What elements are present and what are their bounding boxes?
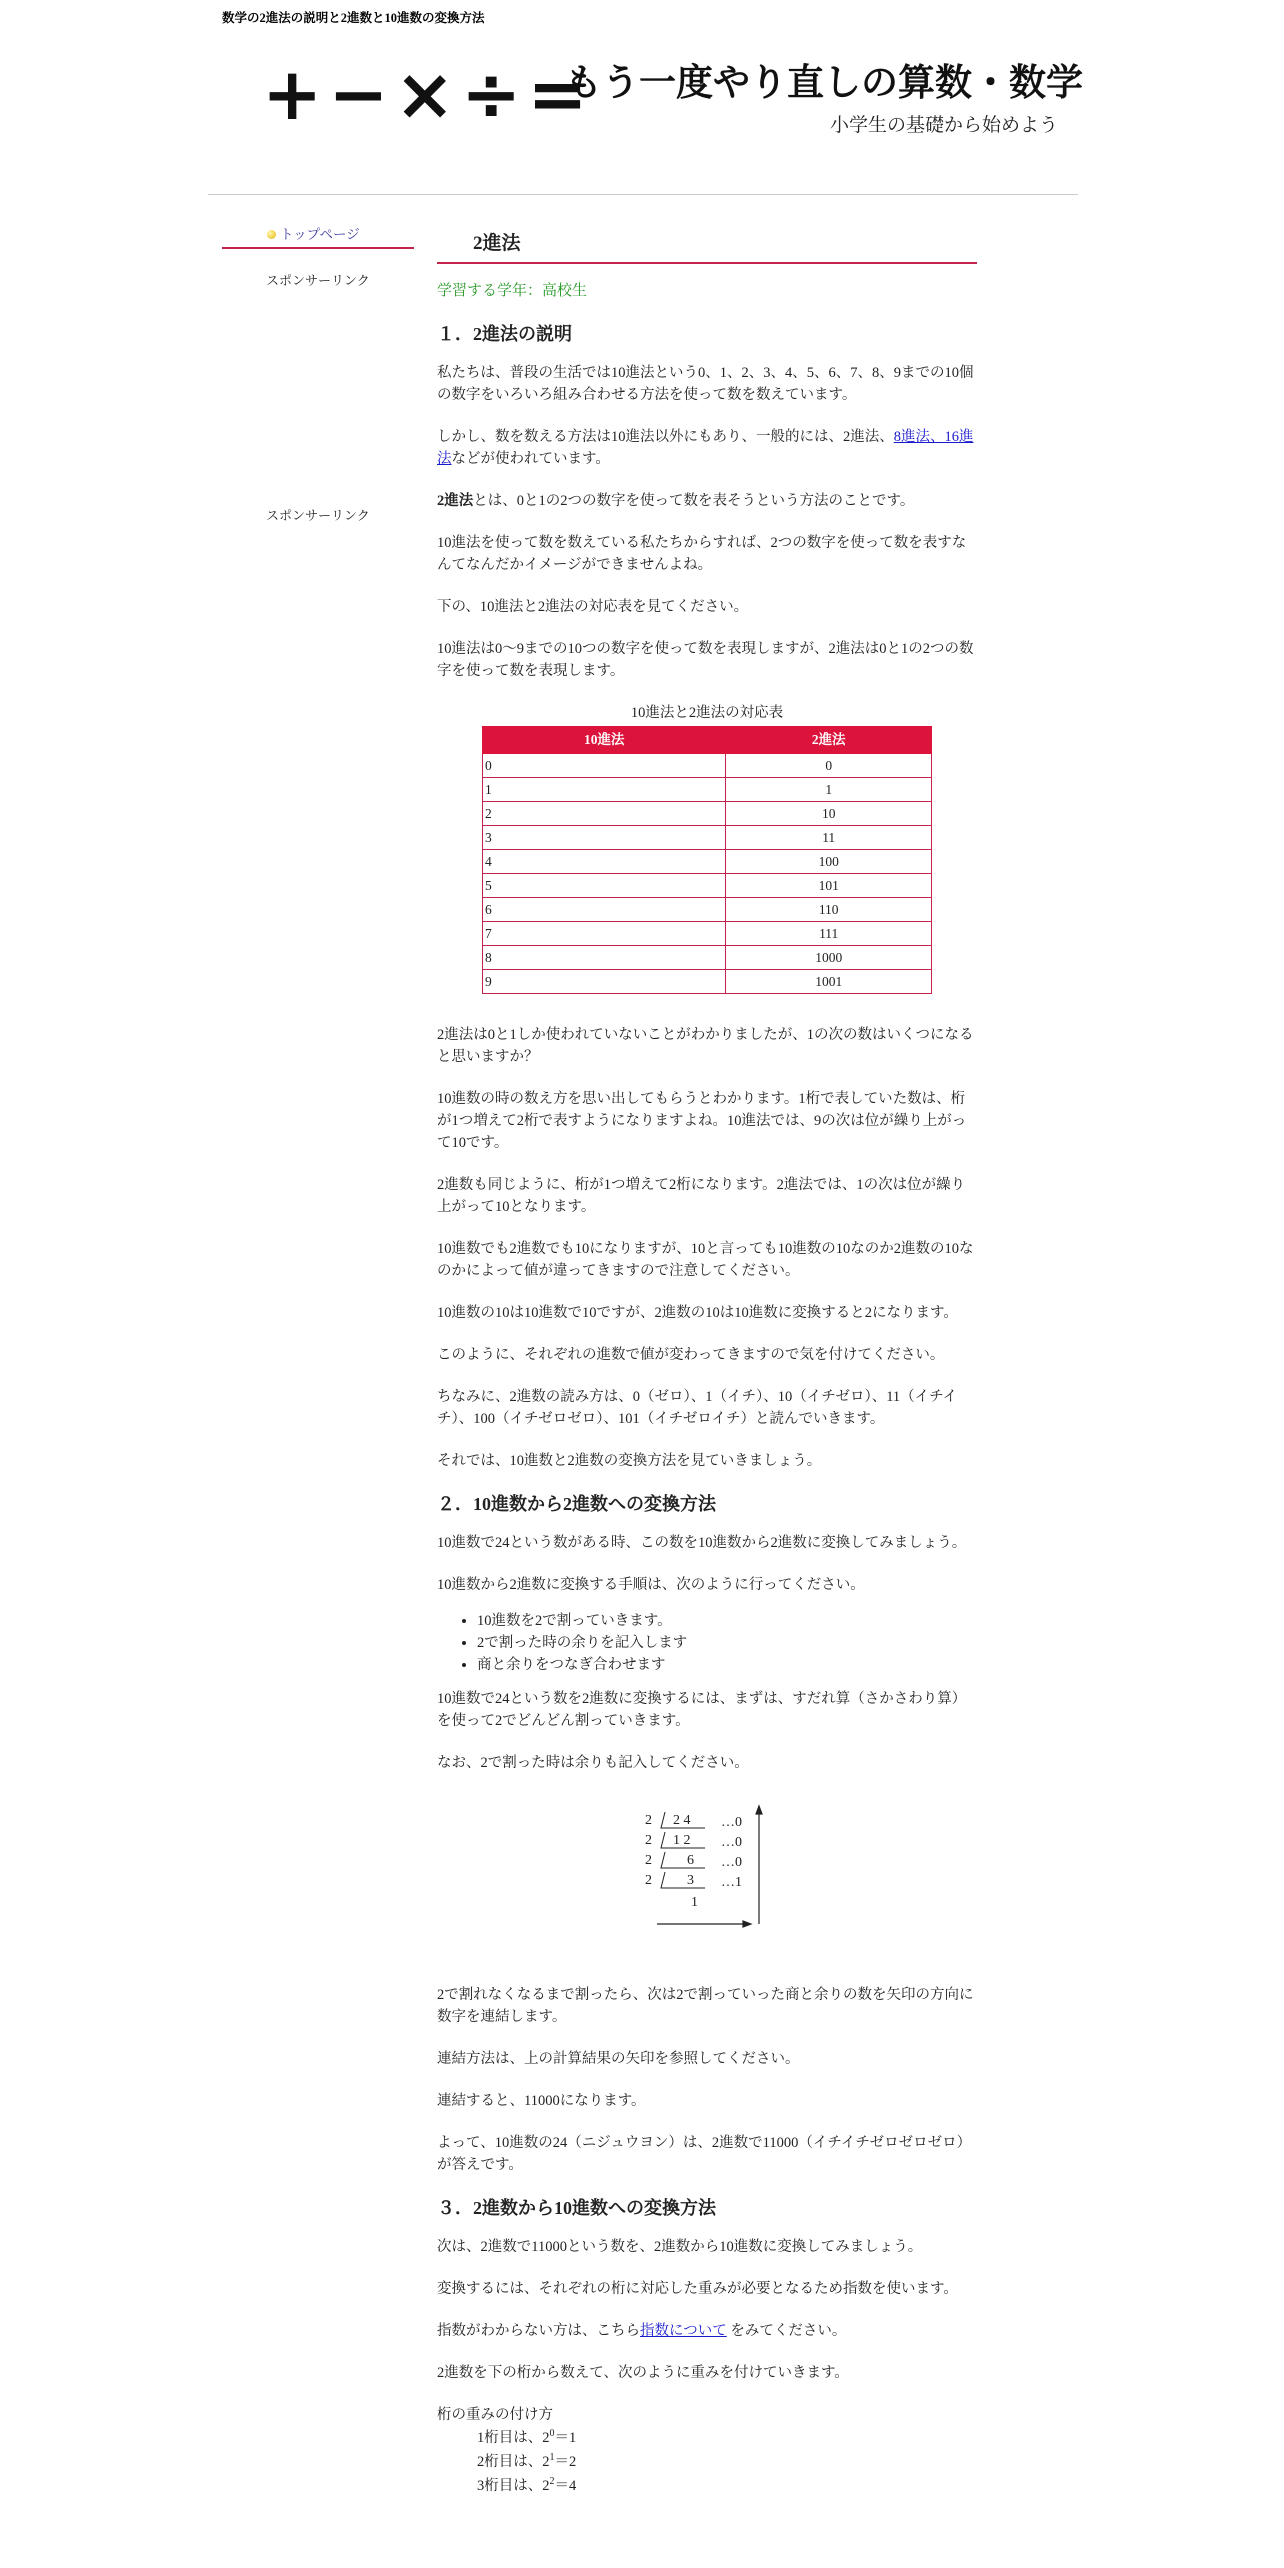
list-item: • 商と余りをつなぎ合わせます bbox=[477, 1654, 977, 1676]
remainder: …0 bbox=[721, 1815, 742, 1830]
decimal-cell: 1 bbox=[483, 778, 726, 802]
paragraph: 2進法は0と1しか使われていないことがわかりましたが、1の次の数はいくつになると思いますか？ bbox=[437, 1027, 974, 1065]
decimal-cell: 5 bbox=[483, 874, 726, 898]
binary-cell: 110 bbox=[726, 898, 932, 922]
decimal-cell: 4 bbox=[483, 850, 726, 874]
bold-term: 2進法 bbox=[437, 493, 474, 509]
binary-cell: 1 bbox=[726, 778, 932, 802]
text: などが使われています。 bbox=[451, 451, 610, 467]
table-caption: 10進法と2進法の対応表 bbox=[630, 705, 784, 721]
divisor: 2 bbox=[645, 1853, 652, 1868]
binary-cell: 100 bbox=[726, 850, 932, 874]
hex-link[interactable]: 16進法 bbox=[437, 429, 974, 467]
column-header-decimal: 10進法 bbox=[483, 727, 726, 754]
binary-cell: 101 bbox=[726, 874, 932, 898]
nav-top-page[interactable] bbox=[222, 220, 414, 249]
grade-label: 学習する学年：高校生 bbox=[437, 283, 588, 299]
binary-cell: 11 bbox=[726, 826, 932, 850]
text: をみてください。 bbox=[726, 2323, 847, 2339]
remainder: …0 bbox=[721, 1855, 742, 1870]
weight-row: 3桁目は、$2^2=4$ bbox=[477, 2476, 577, 2494]
quotient: 1 2 bbox=[673, 1833, 691, 1848]
table-header-row bbox=[483, 727, 932, 754]
weights-title: 桁の重みの付け方 bbox=[437, 2407, 553, 2423]
exponent-link[interactable]: 指数について bbox=[640, 2323, 727, 2339]
table-row bbox=[483, 970, 932, 994]
weight-row: 1桁目は、$2^0=1$ bbox=[477, 2428, 577, 2446]
decimal-cell: 8 bbox=[483, 946, 726, 970]
table-row bbox=[483, 922, 932, 946]
paragraph: 10進数で24という数がある時、この数を10進数から2進数に変換してみましょう。 bbox=[437, 1535, 967, 1551]
paragraph: 10進数で24という数を2進数に変換するには、まずは、すだれ算（さかさわり算）を使って2でどんどん割っていきます。 bbox=[437, 1691, 967, 1729]
decimal-cell: 0 bbox=[483, 754, 726, 778]
site-subtitle: 小学生の基礎から始めよう bbox=[829, 114, 1058, 136]
binary-cell: 10 bbox=[726, 802, 932, 826]
site-title[interactable]: もう一度やり直しの算数・数学 bbox=[565, 61, 1083, 104]
binary-cell: 0 bbox=[726, 754, 932, 778]
nav-top-page-link[interactable]: トップページ bbox=[280, 227, 360, 242]
paragraph bbox=[437, 426, 977, 470]
paragraph: 10進数の時の数え方を思い出してもらうとわかります。1桁で表していた数は、桁が1つ増えて2桁で表すようになりますよね。10進法では、9の次は位が繰り上がって10です。 bbox=[437, 1091, 967, 1151]
division-diagram-svg bbox=[437, 1794, 977, 1954]
table-row bbox=[483, 754, 932, 778]
article-title: 2進法 bbox=[437, 226, 977, 264]
weights-list bbox=[477, 2426, 977, 2498]
paragraph: ちなみに、2進数の読み方は、0（ゼロ）、1（イチ）、10（イチゼロ）、11（イチイチ）、100（イチゼロゼロ）、101（イチゼロイチ）と読んでいきます。 bbox=[437, 1389, 958, 1427]
paragraph: 10進数から2進数に変換する手順は、次のように行ってください。 bbox=[437, 1577, 865, 1593]
table-row bbox=[483, 898, 932, 922]
decimal-cell: 3 bbox=[483, 826, 726, 850]
paragraph: このように、それぞれの進数で値が変わってきますので気を付けてください。 bbox=[437, 1347, 945, 1363]
binary-cell: 1001 bbox=[726, 970, 932, 994]
paragraph: 10進法を使って数を数えている私たちからすれば、2つの数字を使って数を表すなんてなんだかイメージができませんよね。 bbox=[437, 535, 967, 573]
paragraph: 2で割れなくなるまで割ったら、次は2で割っていった商と余りの数を矢印の方向に数字を連結します。 bbox=[437, 1987, 974, 2025]
bullet-icon bbox=[267, 230, 276, 239]
decimal-cell: 2 bbox=[483, 802, 726, 826]
paragraph: 10進法は0～9までの10つの数字を使って数を表現しますが、2進法は0と1の2つの数字を使って数を表現します。 bbox=[437, 641, 974, 679]
divisor: 2 bbox=[645, 1833, 652, 1848]
table-row bbox=[483, 850, 932, 874]
section-heading-1: １．2進法の説明 bbox=[437, 324, 572, 344]
conversion-table bbox=[482, 726, 932, 994]
paragraph: 10進数でも2進数でも10になりますが、10と言っても10進数の10なのか2進数の10なのかによって値が違ってきますので注意してください。 bbox=[437, 1241, 974, 1279]
paragraph: 連結方法は、上の計算結果の矢印を参照してください。 bbox=[437, 2051, 800, 2067]
remainder: …1 bbox=[721, 1875, 742, 1890]
link-comma[interactable]: 、 bbox=[930, 429, 945, 445]
list-item: • 2で割った時の余りを記入します bbox=[477, 1632, 977, 1654]
paragraph: 2進数を下の桁から数えて、次のように重みを付けていきます。 bbox=[437, 2365, 849, 2381]
decimal-cell: 9 bbox=[483, 970, 726, 994]
table-row bbox=[483, 802, 932, 826]
division-diagram bbox=[437, 1794, 977, 1954]
list-item: • 10進数を2で割っていきます。 bbox=[477, 1610, 977, 1632]
steps-list bbox=[437, 1610, 977, 1676]
decimal-cell: 6 bbox=[483, 898, 726, 922]
divisor: 2 bbox=[645, 1813, 652, 1828]
remainder: …0 bbox=[721, 1835, 742, 1850]
page-heading-top: 数学の2進法の説明と2進数と10進数の変換方法 bbox=[222, 11, 485, 25]
binary-cell: 111 bbox=[726, 922, 932, 946]
table-row bbox=[483, 826, 932, 850]
sponsor-label-1: スポンサーリンク bbox=[266, 273, 370, 288]
weight-row: 2桁目は、$2^1=2$ bbox=[477, 2452, 577, 2470]
octal-link[interactable]: 8進法 bbox=[893, 429, 930, 445]
paragraph bbox=[437, 2320, 977, 2342]
binary-cell: 1000 bbox=[726, 946, 932, 970]
table-row bbox=[483, 946, 932, 970]
quotient: 1 bbox=[691, 1895, 698, 1910]
text: 指数がわからない方は、こちら bbox=[437, 2323, 640, 2339]
paragraph: 10進数の10は10進数で10ですが、2進数の10は10進数に変換すると2になります。 bbox=[437, 1305, 958, 1321]
section-heading-2: ２．10進数から2進数への変換方法 bbox=[437, 1494, 716, 1514]
paragraph: なお、2で割った時は余りも記入してください。 bbox=[437, 1755, 749, 1771]
main-content bbox=[437, 226, 977, 2498]
quotient: 6 bbox=[687, 1853, 694, 1868]
column-header-binary: 2進法 bbox=[726, 727, 932, 754]
paragraph: 下の、10進法と2進法の対応表を見てください。 bbox=[437, 599, 749, 615]
paragraph: 連結すると、11000になります。 bbox=[437, 2093, 646, 2109]
sidebar bbox=[222, 220, 414, 249]
table-row bbox=[483, 874, 932, 898]
quotient: 2 4 bbox=[673, 1813, 691, 1828]
paragraph: 2進数も同じように、桁が1つ増えて2桁になります。2進法では、1の次は位が繰り上がって10となります。 bbox=[437, 1177, 966, 1215]
section-heading-3: ３．2進数から10進数への変換方法 bbox=[437, 2198, 716, 2218]
math-symbols-logo: +−×÷= bbox=[262, 52, 594, 136]
paragraph bbox=[437, 490, 977, 512]
paragraph: よって、10進数の24（ニジュウヨン）は、2進数で11000（イチイチゼロゼロゼロ）が答えです。 bbox=[437, 2135, 972, 2173]
decimal-cell: 7 bbox=[483, 922, 726, 946]
sponsor-label-2: スポンサーリンク bbox=[266, 508, 370, 523]
header-divider bbox=[208, 194, 1078, 195]
divisor: 2 bbox=[645, 1873, 652, 1888]
text: とは、0と1の2つの数字を使って数を表そうという方法のことです。 bbox=[473, 493, 915, 509]
quotient: 3 bbox=[687, 1873, 694, 1888]
paragraph: 変換するには、それぞれの桁に対応した重みが必要となるため指数を使います。 bbox=[437, 2281, 958, 2297]
table-row bbox=[483, 778, 932, 802]
text: しかし、数を数える方法は10進法以外にもあり、一般的には、2進法、 bbox=[437, 429, 894, 445]
paragraph: 次は、2進数で11000という数を、2進数から10進数に変換してみましょう。 bbox=[437, 2239, 923, 2255]
paragraph: それでは、10進数と2進数の変換方法を見ていきましょう。 bbox=[437, 1453, 822, 1469]
paragraph: 私たちは、普段の生活では10進法という0、1、2、3、4、5、6、7、8、9までの10個の数字をいろいろ組み合わせる方法を使って数を数えています。 bbox=[437, 365, 974, 403]
